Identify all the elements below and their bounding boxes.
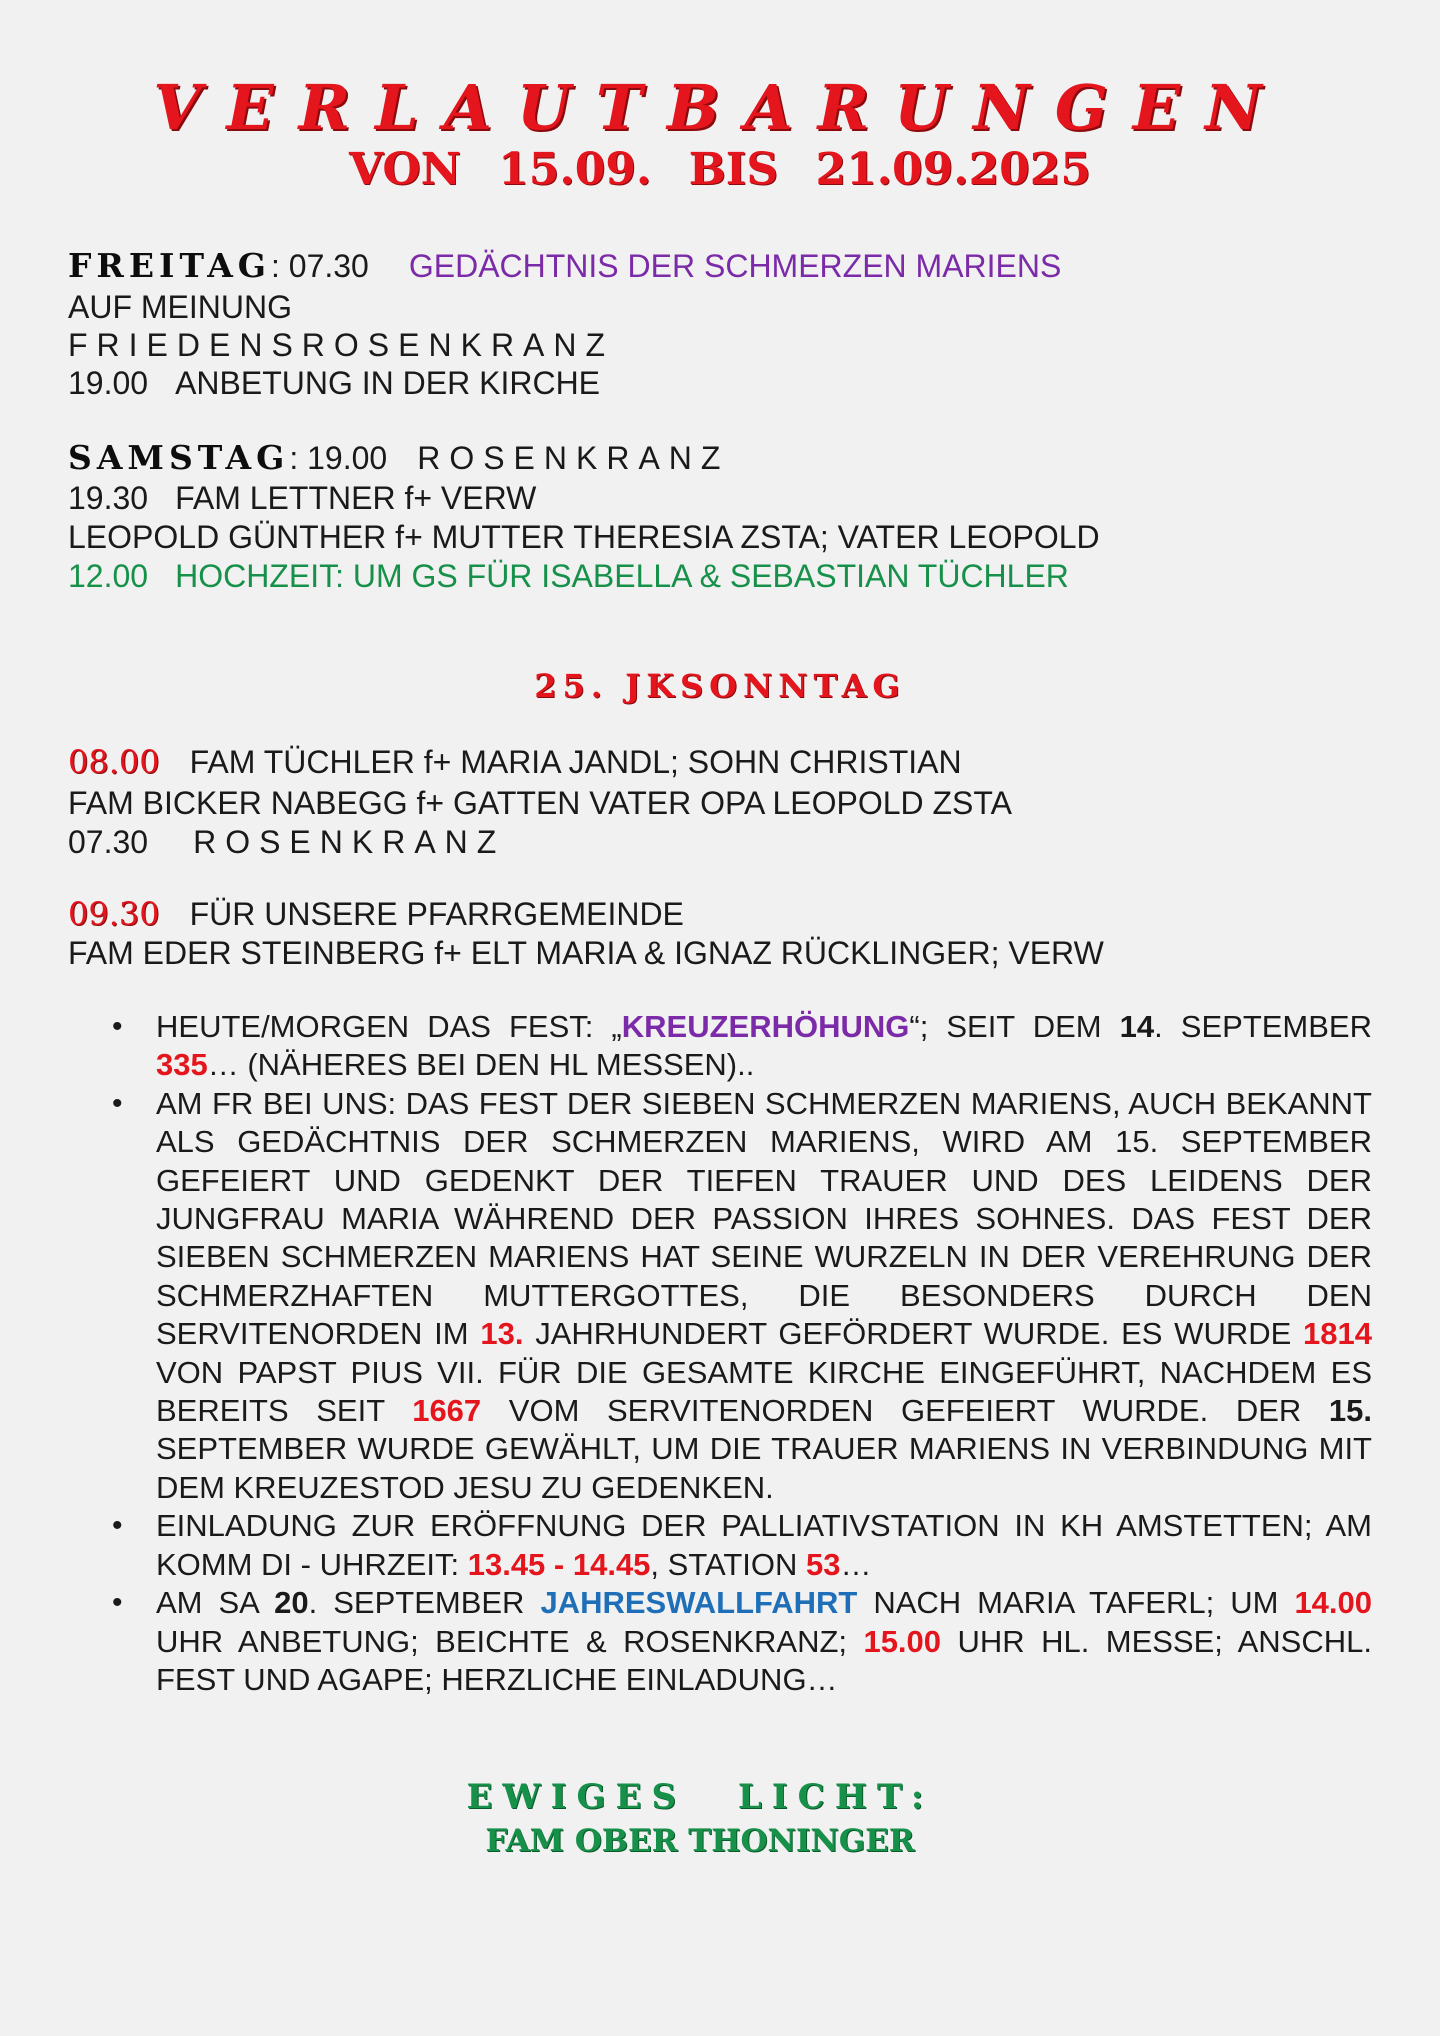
sunday-block2-text: FÜR UNSERE PFARRGEMEINDE (189, 896, 684, 932)
bullet-text: NACH MARIA TAFERL; UM (857, 1585, 1295, 1621)
date-range: VON 15.09. BIS 21.09.2025 (348, 144, 1092, 195)
bullet-text: JAHRHUNDERT GEFÖRDERT WURDE. ES WURDE (523, 1316, 1304, 1352)
saturday-line-4-text: HOCHZEIT: UM GS FÜR ISABELLA & SEBASTIAN TÜCHLER (175, 558, 1069, 594)
bullet-text: HEUTE/MORGEN DAS FEST: „ (156, 1009, 622, 1044)
bullet-text: . SEPTEMBER (1154, 1009, 1372, 1044)
bullet-highlight: JAHRESWALLFAHRT (540, 1585, 858, 1621)
announcement-bullets (100, 1008, 1372, 1699)
bullet-text: SEPTEMBER WURDE GEWÄHLT, UM DIE TRAUER MARIENS IN VERBINDUNG MIT DEM KREUZESTOD JESU ZU GEDENKEN. (156, 1431, 1372, 1505)
bullet-number: 14.00 (1294, 1585, 1373, 1621)
saturday-line-4 (68, 556, 1069, 596)
colon: : (270, 248, 289, 284)
bullet-text: … (NÄHERES BEI DEN HL MESSEN).. (207, 1047, 755, 1083)
page-title: VERLAUTBARUNGEN (153, 71, 1287, 144)
colon: : (289, 440, 308, 476)
bullet-number: 15. (1328, 1393, 1372, 1429)
friday-line-4-text: ANBETUNG IN DER KIRCHE (175, 365, 601, 401)
bullet-text: EINLADUNG ZUR ERÖFFNUNG DER PALLIATIVSTATION IN KH AMSTETTEN; AM KOMM DI - UHRZEIT: (156, 1508, 1372, 1582)
bullet-pilgrimage (100, 1584, 1372, 1699)
saturday-line-2-text: FAM LETTNER f+ VERW (175, 480, 537, 516)
friday-time: 07.30 (288, 248, 369, 284)
bullet-number: 13. (480, 1316, 524, 1352)
sunday-block1-line1 (68, 742, 962, 782)
bullet-number: 15.00 (863, 1623, 942, 1659)
bullet-text: UHR HL. MESSE; ANSCHL. FEST UND AGAPE; HERZLICHE EINLADUNG… (156, 1623, 1372, 1697)
bullet-text: UHR ANBETUNG; BEICHTE & ROSENKRANZ; (156, 1623, 864, 1659)
bullet-number: 20 (274, 1585, 309, 1621)
saturday-label: SAMSTAG (68, 438, 290, 477)
bullet-feast-cross (100, 1008, 1372, 1085)
sunday-block2-line2: FAM EDER STEINBERG f+ ELT MARIA & IGNAZ RÜCKLINGER; VERW (68, 935, 1104, 971)
saturday-time: 19.00 (307, 440, 388, 476)
bullet-number: 1667 (412, 1393, 482, 1429)
bullet-number: 53 (806, 1546, 841, 1582)
sunday-block1-line2: FAM BICKER NABEGG f+ GATTEN VATER OPA LEOPOLD ZSTA (68, 785, 1012, 821)
saturday-heading-line (68, 438, 729, 478)
saturday-line-2-time: 19.30 (68, 480, 149, 516)
sunday-block1-line3-text: ROSENKRANZ (193, 824, 506, 860)
bullet-number: 335 (156, 1047, 208, 1083)
saturday-line-2 (68, 478, 536, 518)
friday-line-3: FRIEDENSROSENKRANZ (68, 327, 615, 363)
bullet-palliative-station (100, 1507, 1372, 1584)
bullet-seven-sorrows (100, 1085, 1372, 1507)
bullet-text: . SEPTEMBER (308, 1585, 541, 1621)
bullet-text: VON PAPST PIUS VII. FÜR DIE GESAMTE KIRCHE EINGEFÜHRT, NACHDEM ES BEREITS SEIT (156, 1354, 1372, 1429)
eternal-light-label: EWIGES LICHT: (466, 1777, 934, 1817)
bullet-number: 1814 (1303, 1316, 1372, 1352)
sunday-block1-line3-time: 07.30 (68, 824, 149, 860)
bullet-text: VOM SERVITENORDEN GEFEIERT WURDE. DER (481, 1393, 1329, 1429)
friday-line-4 (68, 363, 600, 403)
bullet-number: 14 (1119, 1009, 1155, 1044)
bullet-text: AM FR BEI UNS: DAS FEST DER SIEBEN SCHMERZEN MARIENS, AUCH BEKANNT ALS GEDÄCHTNIS DER SCHMERZEN MARIENS, WIRD AM 15. SEPTEMBER GEFEIERT UND GEDENKT DER TIEFEN TRAUER UND DES LEIDENS DER JUNGFRAU MARIA WÄHREND DER PASSION IHRES SOHNES. DAS FEST DER SIEBEN SCHMERZEN MARIENS HAT SEINE WURZELN IN DER VEREHRUNG DER SCHMERZHAFTEN MUTTERGOTTES, DIE BESONDERS DURCH DEN SERVITENORDEN IM (156, 1085, 1372, 1352)
saturday-event: ROSENKRANZ (417, 440, 730, 476)
sunday-block1-text: FAM TÜCHLER f+ MARIA JANDL; SOHN CHRISTIAN (189, 744, 962, 780)
eternal-light-name: FAM OBER THONINGER (485, 1823, 915, 1859)
bullet-number: 13.45 - 14.45 (467, 1546, 651, 1582)
sunday-block2-time: 09.30 (68, 895, 160, 933)
friday-event: GEDÄCHTNIS DER SCHMERZEN MARIENS (408, 248, 1062, 284)
friday-line-2: AUF MEINUNG (68, 289, 292, 325)
bullet-highlight: KREUZERHÖHUNG (621, 1009, 910, 1044)
bullet-text: , STATION (650, 1546, 806, 1582)
sunday-title: 25. JKSONNTAG (534, 667, 906, 705)
saturday-line-4-time: 12.00 (68, 558, 149, 594)
sunday-block1-time: 08.00 (68, 743, 160, 781)
sunday-block2-line1 (68, 894, 684, 934)
bullet-text: … (840, 1546, 872, 1582)
bullet-text: AM SA (156, 1585, 275, 1621)
friday-line-4-time: 19.00 (68, 365, 149, 401)
friday-heading-line (68, 246, 1061, 286)
saturday-line-3: LEOPOLD GÜNTHER f+ MUTTER THERESIA ZSTA; VATER LEOPOLD (68, 519, 1100, 555)
sunday-block1-line3 (68, 822, 505, 862)
friday-label: FREITAG (68, 246, 271, 285)
bullet-text: “; SEIT DEM (909, 1009, 1120, 1044)
